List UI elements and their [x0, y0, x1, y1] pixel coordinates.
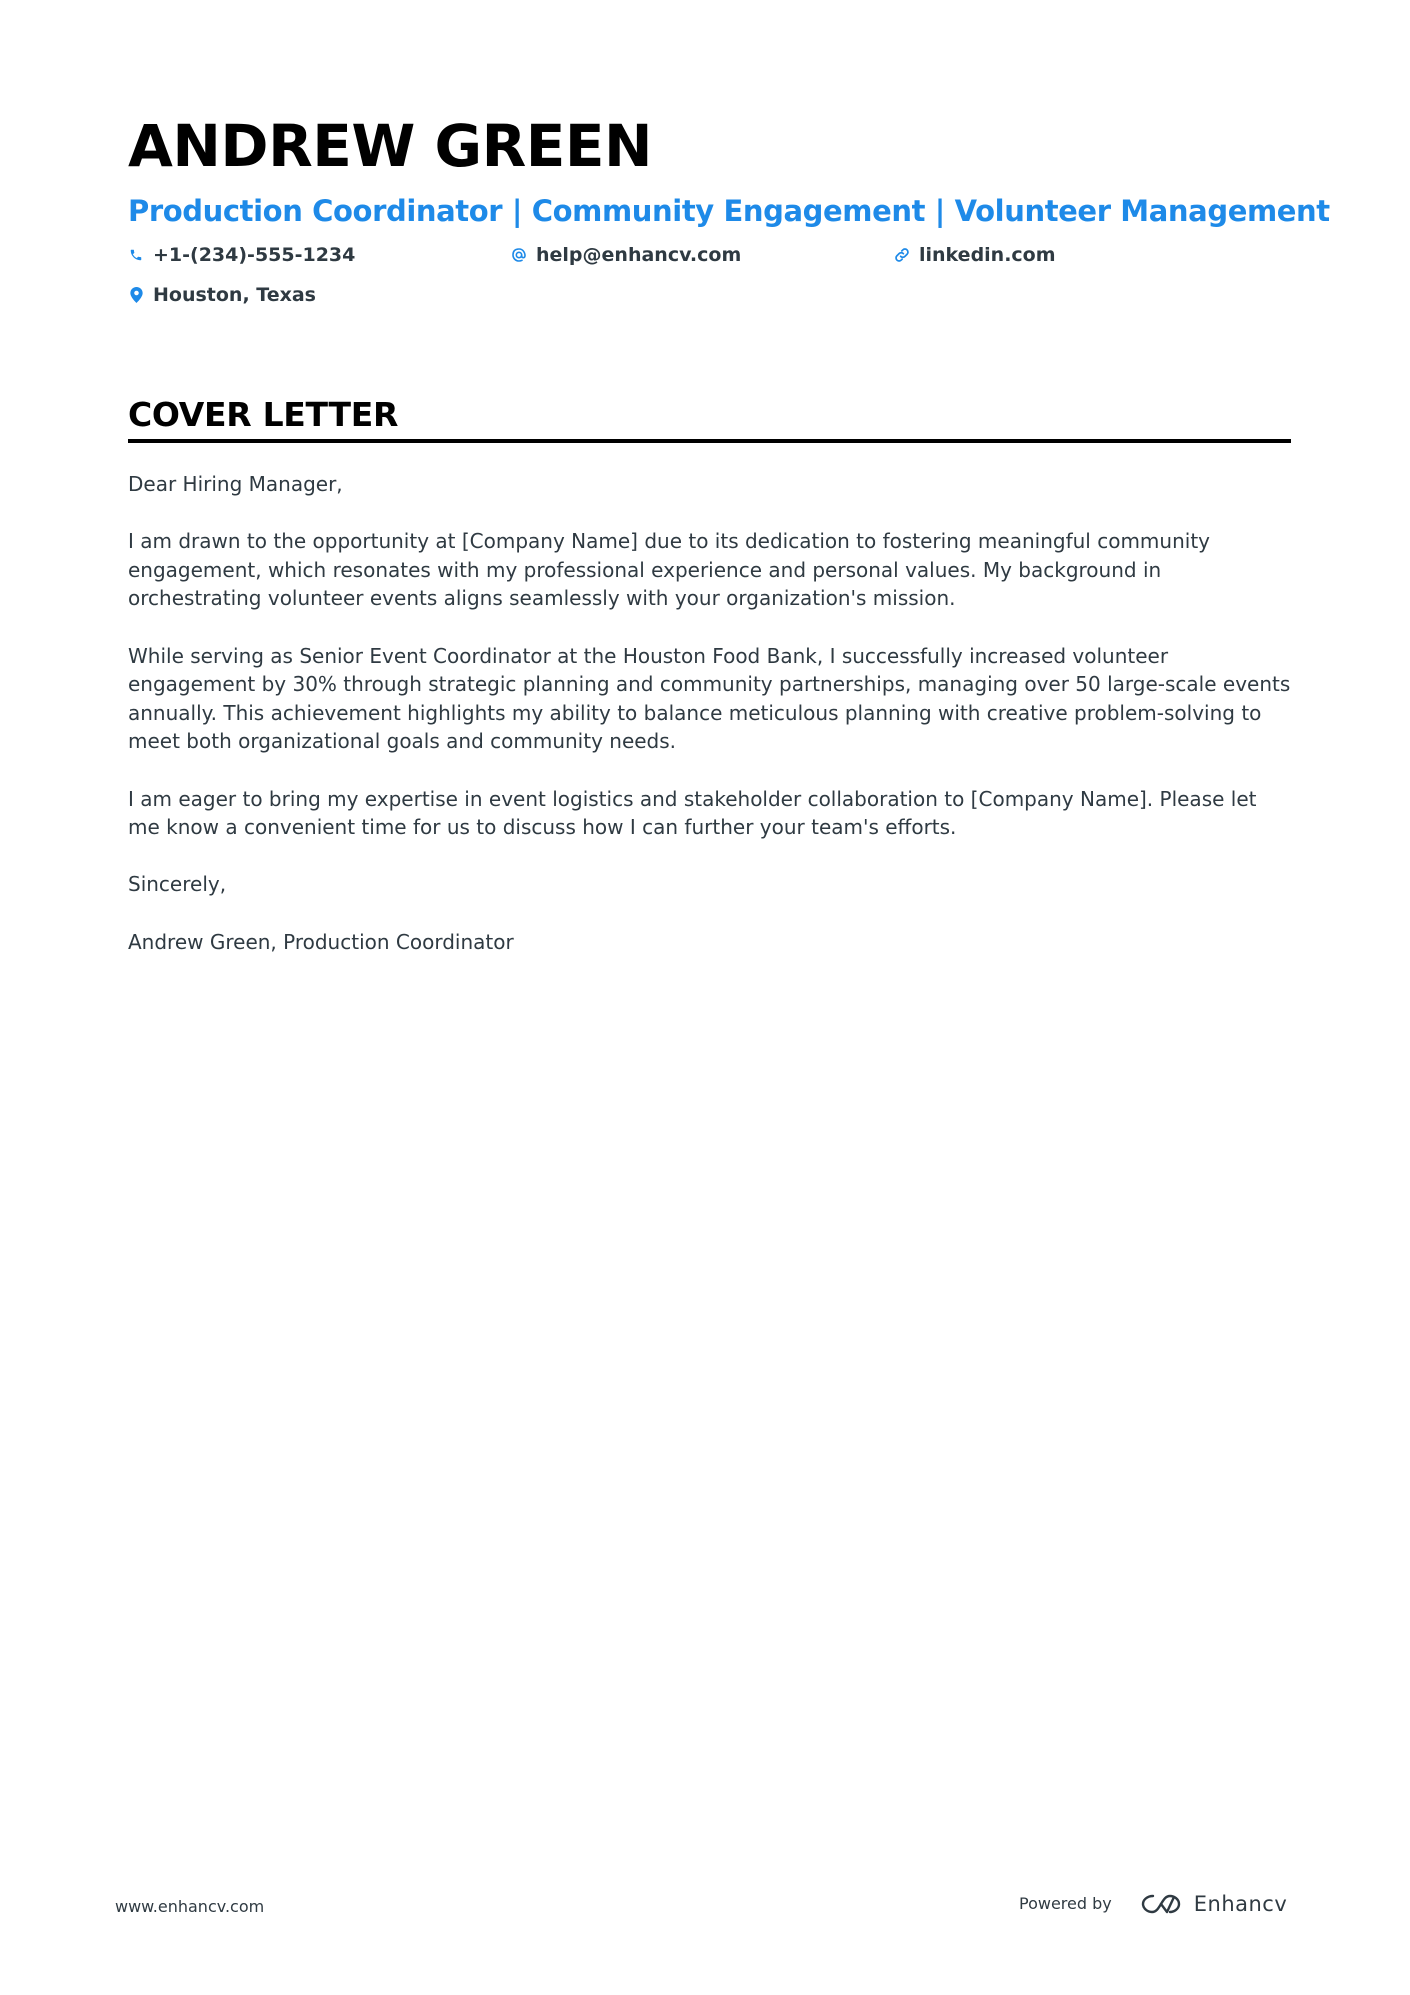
- contact-location: [128, 281, 316, 309]
- letter-paragraph: While serving as Senior Event Coordinator at the Houston Food Bank, I successfully increased volunteer engagement by 30% through strategic planning and community partnerships, managing over 50 large-scale events annually. This achievement highlights my ability to balance meticulous planning with creative problem-solving to meet both organizational goals and community needs.: [128, 643, 1291, 754]
- brand-name: Enhancv: [1193, 1892, 1288, 1916]
- powered-by-label: Powered by: [1019, 1894, 1112, 1913]
- letter-body: [128, 470, 1291, 985]
- footer-branding[interactable]: [1019, 1890, 1287, 1918]
- linkedin-text: linkedin.com: [919, 244, 1056, 266]
- letter-paragraph: I am eager to bring my expertise in event logistics and stakeholder collaboration to [Company Name]. Please let me know a convenient time for us to discuss how I can further your team's efforts.: [128, 786, 1257, 840]
- email-text: help@enhancv.com: [536, 244, 742, 266]
- link-icon: [894, 247, 910, 263]
- candidate-headline: Production Coordinator | Community Engagement | Volunteer Management: [128, 194, 1330, 228]
- letter-paragraph: I am drawn to the opportunity at [Company Name] due to its dedication to fostering meaningful community engagement, which resonates with my professional experience and personal values. My background in orchestrating volunteer events aligns seamlessly with your organization's mission.: [128, 529, 1210, 611]
- section-title: COVER LETTER: [128, 395, 399, 434]
- contact-phone[interactable]: [128, 241, 355, 269]
- section-divider: [128, 439, 1291, 443]
- location-pin-icon: [128, 287, 144, 303]
- phone-icon: [128, 247, 144, 263]
- contact-email[interactable]: [511, 241, 741, 269]
- candidate-name: ANDREW GREEN: [128, 112, 653, 180]
- enhancv-logo-icon: [1138, 1891, 1184, 1917]
- letter-greeting: Dear Hiring Manager,: [128, 472, 343, 496]
- letter-signature: Andrew Green, Production Coordinator: [128, 929, 514, 954]
- contact-linkedin[interactable]: [894, 241, 1056, 269]
- at-icon: [511, 247, 527, 263]
- phone-text: +1-(234)-555-1234: [153, 244, 356, 266]
- letter-closing: Sincerely,: [128, 872, 227, 897]
- footer-website[interactable]: www.enhancv.com: [115, 1897, 265, 1916]
- location-text: Houston, Texas: [153, 284, 316, 306]
